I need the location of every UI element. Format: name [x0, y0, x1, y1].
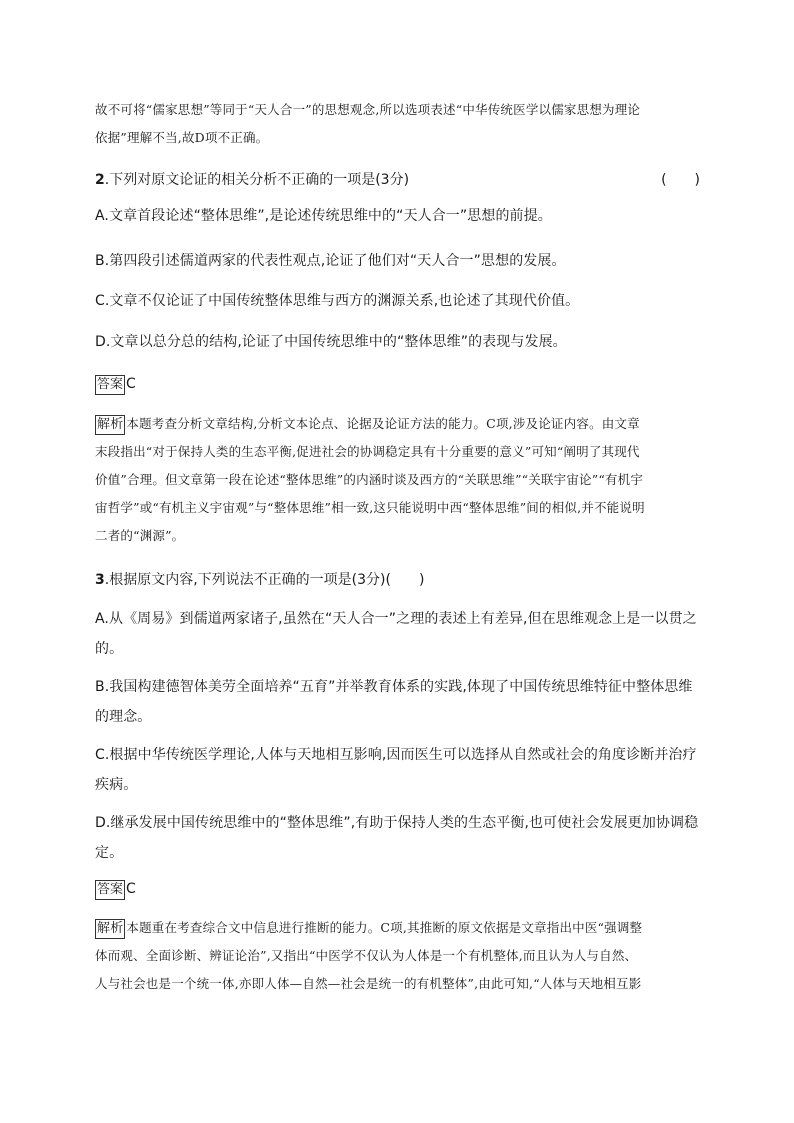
question-2-stem — [95, 165, 700, 195]
answer-value: C — [126, 881, 136, 897]
explain-line: 故不可将“儒家思想”等同于“天人合一”的思想观念,所以选项表述“中华传统医学以儒家思想为理论 — [95, 102, 641, 117]
question-number: 3 — [95, 572, 105, 588]
question-3-stem — [95, 565, 700, 595]
analysis-line: 解析 本题重在考查综合文中信息进行推断的能力。C项,其推断的原文依据是文章指出中医“强调整 — [95, 914, 700, 942]
option-b: B.我国构建德智体美劳全面培养“五育”并举教育体系的实践,体现了中国传统思维特征中整体思维 的理念。 — [95, 679, 693, 725]
prev-analysis-continuation — [95, 96, 700, 152]
analysis-tag: 解析 — [95, 415, 125, 435]
option-d: D.继承发展中国传统思维中的“整体思维”,有助于保持人类的生态平衡,也可使社会发展更加协调稳 定。 — [95, 815, 699, 861]
answer-tag: 答案 — [95, 375, 125, 395]
question-text: .根据原文内容,下列说法不正确的一项是(3分)( ) — [104, 572, 425, 588]
option-a: A.文章首段论述“整体思维”,是论述传统思维中的“天人合一”思想的前提。 — [95, 208, 552, 224]
option-c: C.文章不仅论证了中国传统整体思维与西方的渊源关系,也论述了其现代价值。 — [95, 293, 580, 309]
question-number: 2 — [95, 172, 105, 188]
analysis-block — [95, 410, 700, 550]
analysis-tag: 解析 — [95, 919, 125, 939]
answer-tag: 答案 — [95, 880, 125, 900]
answer-line — [95, 878, 700, 900]
analysis-line: 二者的“渊源”。 — [95, 528, 185, 543]
answer-value: C — [126, 376, 136, 392]
analysis-line: 体而观、全面诊断、辨证论治”,又指出“中医学不仅认为人体是一个有机整体,而且认为人与自然、 — [95, 948, 638, 963]
option-a: A.从《周易》到儒道两家诸子,虽然在“天人合一”之理的表述上有差异,但在思维观念上是一以贯之 的。 — [95, 611, 697, 657]
analysis-line: 宙哲学”或“有机主义宇宙观”与“整体思维”相一致,这只能说明中西“整体思维”间的相似,并不能说明 — [95, 500, 645, 515]
option-b: B.第四段引述儒道两家的代表性观点,论证了他们对“天人合一”思想的发展。 — [95, 253, 566, 269]
analysis-line: 末段指出“对于保持人类的生态平衡,促进社会的协调稳定具有十分重要的意义”可知“阐明了其现代 — [95, 444, 640, 459]
analysis-block — [95, 914, 700, 998]
explain-line: 依据”理解不当,故D项不正确。 — [95, 130, 269, 145]
answer-line — [95, 373, 700, 395]
question-text: .下列对原文论证的相关分析不正确的一项是(3分) — [104, 172, 410, 188]
analysis-line: 解析 本题考查分析文章结构,分析文本论点、论据及论证方法的能力。C项,涉及论证内容。由文章 — [95, 410, 700, 438]
option-d: D.文章以总分总的结构,论证了中国传统思维中的“整体思维”的表现与发展。 — [95, 334, 567, 350]
option-c: C.根据中华传统医学理论,人体与天地相互影响,因而医生可以选择从自然或社会的角度诊断并治疗 疾病。 — [95, 747, 697, 793]
analysis-line: 人与社会也是一个统一体,亦即人体—自然—社会是统一的有机整体”,由此可知,“人体与天地相互影 — [95, 976, 642, 991]
answer-blank: ( ) — [661, 172, 700, 188]
analysis-line: 价值”合理。但文章第一段在论述“整体思维”的内涵时谈及西方的“关联思维”“关联宇宙论”“有机宇 — [95, 472, 644, 487]
